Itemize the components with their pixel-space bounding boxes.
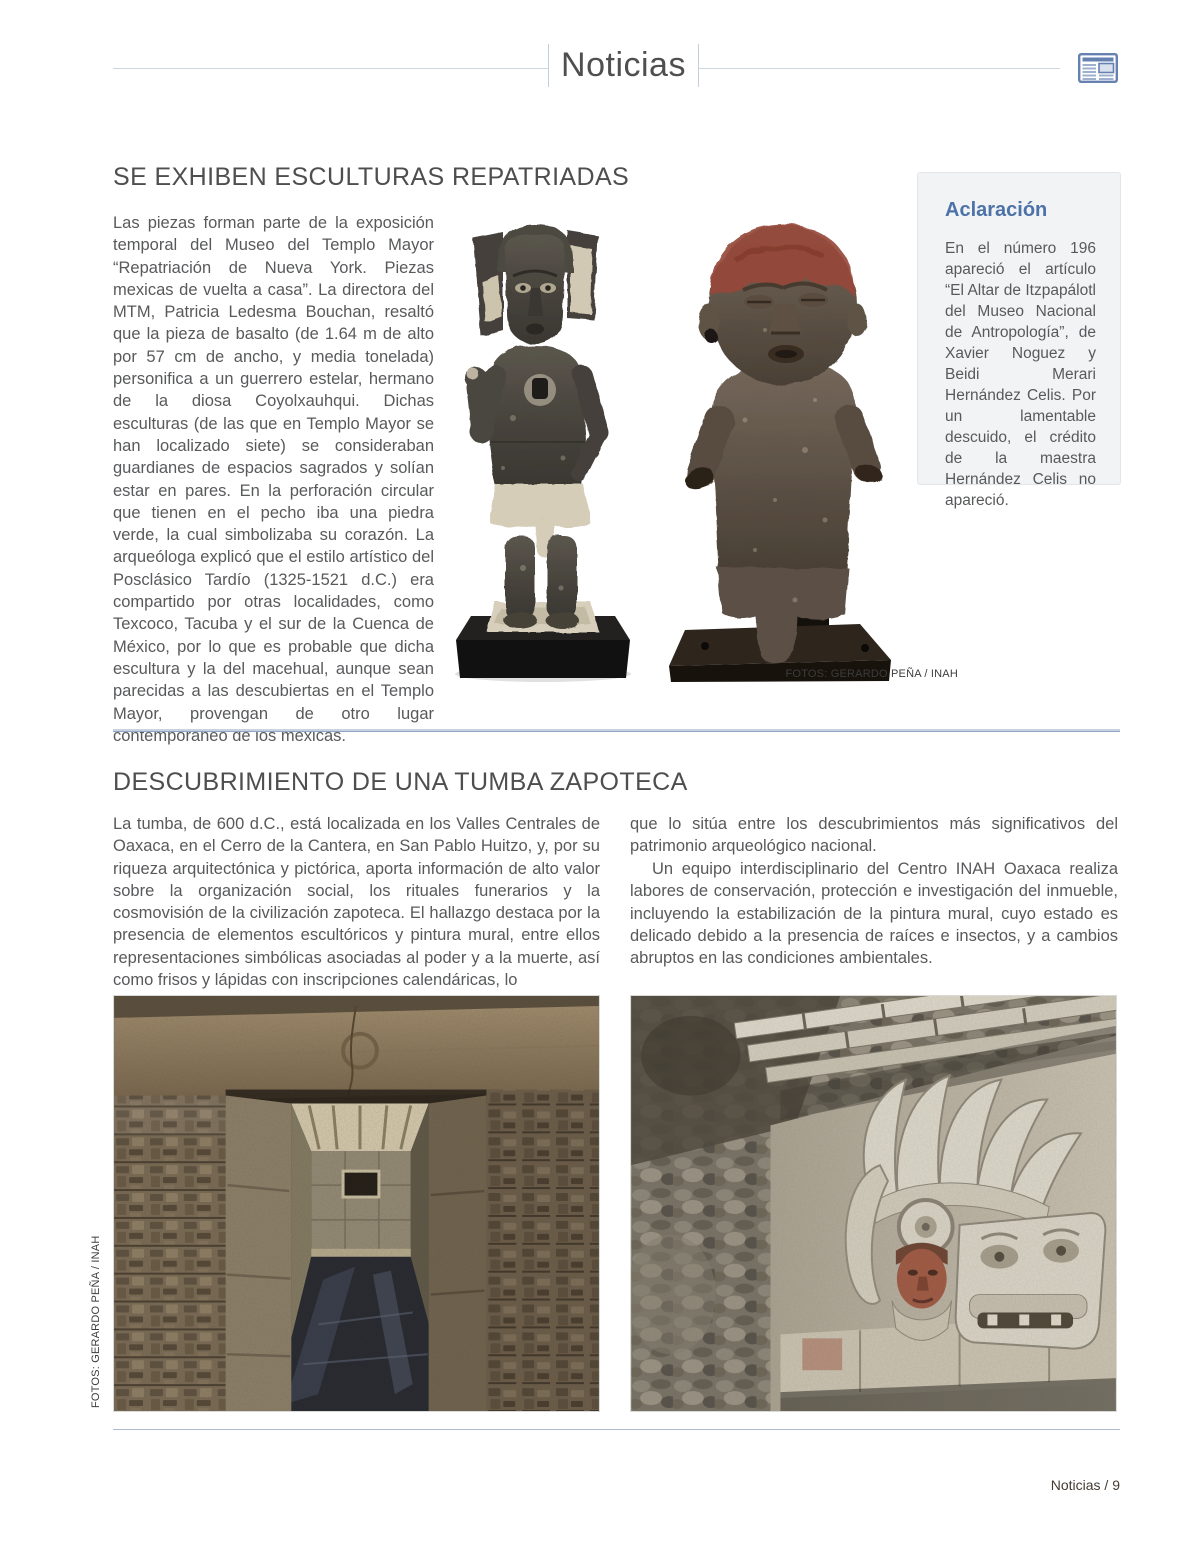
article1-photo-credit: FOTOS: GERARDO PEÑA / INAH bbox=[785, 668, 958, 680]
section-header bbox=[113, 44, 1120, 87]
section-title: Noticias bbox=[548, 44, 699, 87]
zapotec-tomb-corridor-photo bbox=[113, 995, 600, 1412]
standing-warrior-sculpture-photo bbox=[443, 218, 643, 685]
aclaracion-body: En el número 196 apareció el artículo “El Altar de Itzpapálotl del Museo Nacional de Antropología”, de Xavier Noguez y Beidi Merari Hernández Celis. Por un lamentable descuido, el crédito de la maestra Hernández Celis no apareció. bbox=[945, 240, 1096, 509]
repatriated-bust-sculpture-photo bbox=[655, 220, 907, 685]
article1-title: SE EXHIBEN ESCULTURAS REPATRIADAS bbox=[113, 163, 630, 191]
article2-column1: La tumba, de 600 d.C., está localizada en los Valles Centrales de Oaxaca, en el Cerro de la Cantera, en San Pablo Huitzo, y, por su riqueza arquitectónica y pictórica, aporta información de alto valor sobre la organización social, los rituales funerarios y la cosmovisión de la civilización zapoteca. El hallazgo destaca por la presencia de elementos escultóricos y pintura mural, entre ellos representaciones simbólicas asociadas al poder y a la muerte, así como frisos y lápidas con inscripciones calendáricas, lo bbox=[113, 815, 600, 990]
newspaper-icon bbox=[1078, 53, 1118, 83]
article2-column2-p1: que lo sitúa entre los descubrimientos más significativos del patrimonio arqueológico nacional. bbox=[630, 815, 1118, 856]
article2-column2-p2: Un equipo interdisciplinario del Centro INAH Oaxaca realiza labores de conservación, protección e investigación del inmueble, incluyendo la estabilización de la pintura mural, cuyo estado es delicado debido a la presencia de raíces e insectos, y a cambios abruptos en las condiciones ambientales. bbox=[630, 860, 1118, 968]
article1-body: Las piezas forman parte de la exposición temporal del Museo del Templo Mayor “Repatriación de Nueva York. Piezas mexicas de vuelta a casa”. La directora del MTM, Patricia Ledesma Bouchan, resaltó que la pieza de basalto (de 1.64 m de alto por 57 cm de ancho, y media tonelada) personifica a un guerrero estelar, hermano de la diosa Coyolxauhqui. Dichas esculturas (de las que en Templo Mayor se han localizado siete) se consideraban guardianes de espacios sagrados y solían estar en pares. En la perforación circular que tienen en el pecho iba una piedra verde, la cual simbolizaba su corazón. La arqueóloga explicó que el estilo artístico del Posclásico Tardío (1325-1521 d.C.) era compartido por otras localidades, como Texcoco, Tacuba y el sur de la Cuenca de México, por lo que es probable que dicha escultura y la del macehual, aunque sean parecidas a las descubiertas en el Templo Mayor, provengan de otro lugar contemporáneo de los mexicas. bbox=[113, 214, 434, 745]
aclaracion-title: Aclaración bbox=[945, 199, 1048, 221]
page-number: Noticias / 9 bbox=[1050, 1477, 1120, 1493]
zapotec-relief-sculpture-photo bbox=[630, 995, 1117, 1412]
footer-rule bbox=[113, 1429, 1120, 1430]
article2-title: DESCUBRIMIENTO DE UNA TUMBA ZAPOTECA bbox=[113, 768, 688, 796]
section-divider-rule bbox=[113, 729, 1120, 732]
aclaracion-box bbox=[917, 172, 1121, 509]
article2-photo-credit: FOTOS: GERARDO PEÑA / INAH bbox=[90, 1235, 102, 1408]
